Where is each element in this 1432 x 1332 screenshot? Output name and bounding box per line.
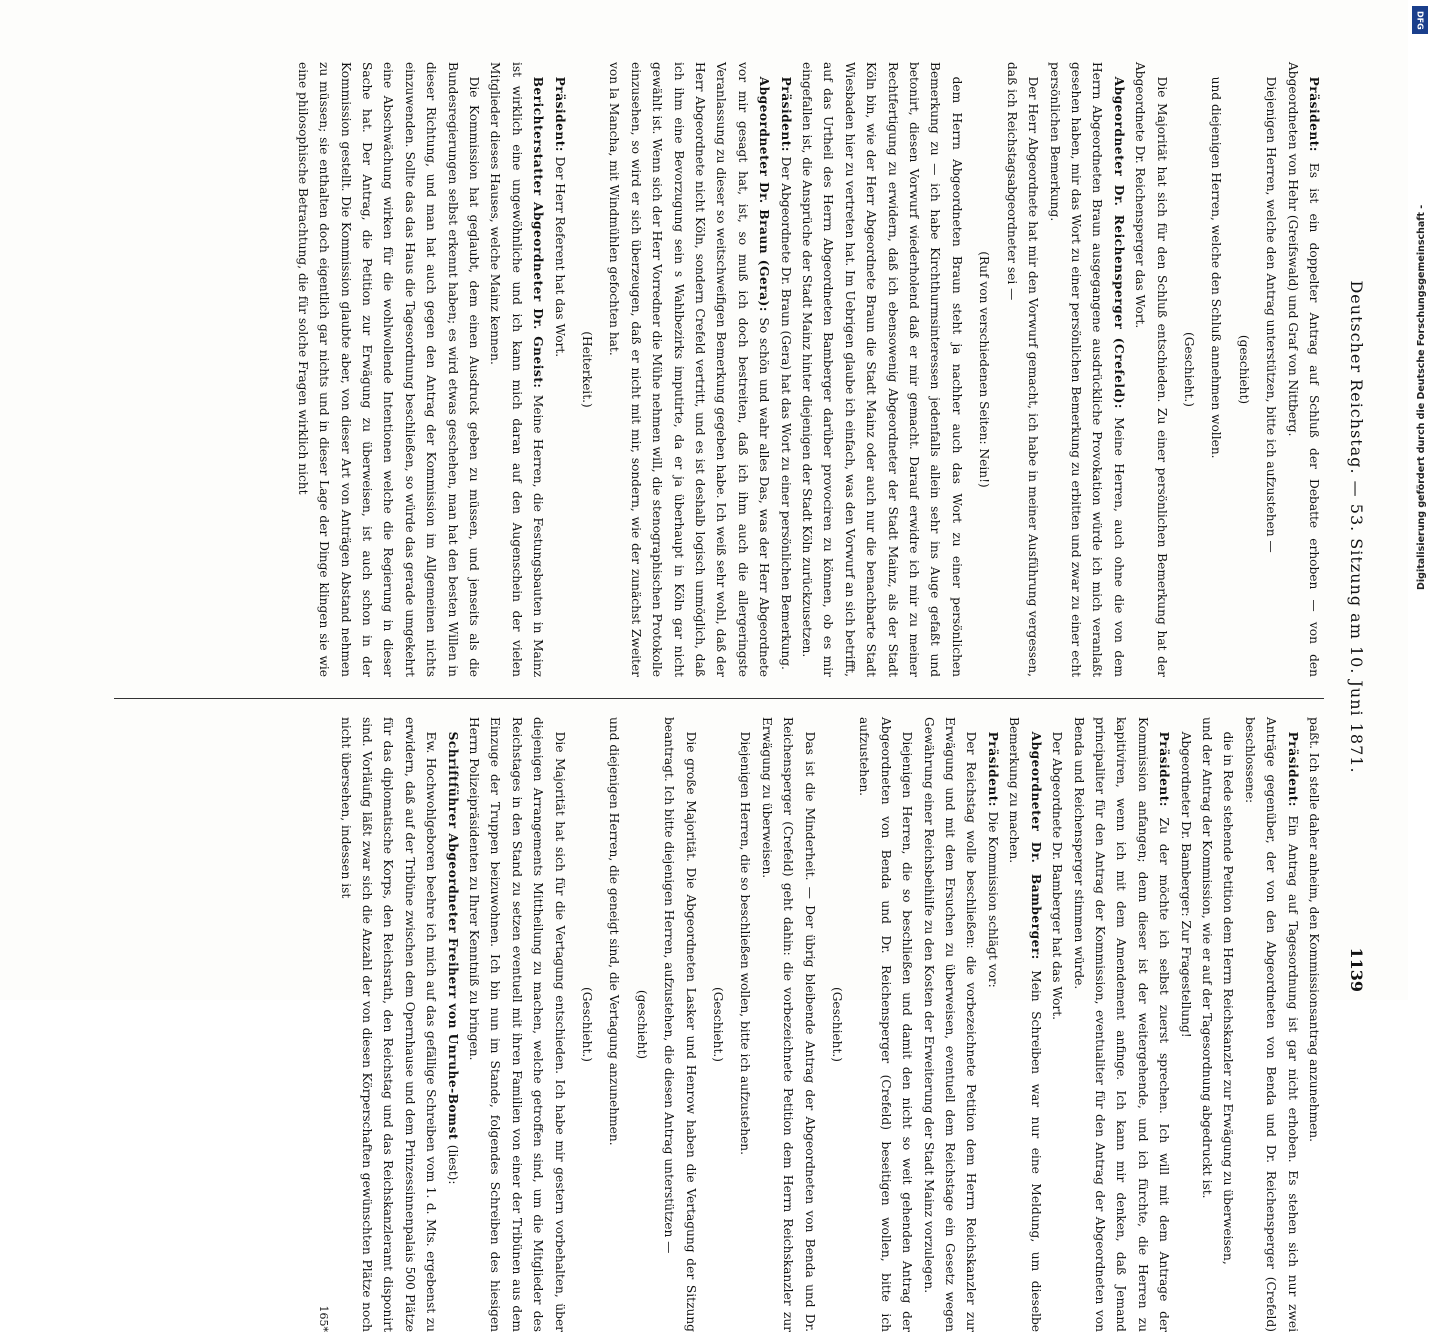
paragraph: [755, 717, 819, 1332]
paragraph-text: Diejenigen Herren, die so beschließen wollen, bitte ich aufzustehen.: [738, 731, 753, 1156]
speaker-name: Präsident:: [1285, 731, 1300, 816]
paragraph-text: Die Majorität hat sich für die Vertagung entschieden. Ich habe mir gestern vorbehalten, über diejenigen Arrangements Mittheilung zu machen, welche getroffen sind, um die Mitglieder des Reichstages in den Stand zu setzen eventuell mit ihren Familien von einer der Tribünen aus dem Einzuge der Truppen beizuwohnen. Ich bin nun im Stande, folgendes Schreiben des hiesigen Herrn Polizeipräsidenten zu Ihrer Kenntniß zu bringen.: [466, 717, 567, 1332]
stage-direction: (geschieht): [1236, 334, 1251, 405]
paragraph-text: Der Reichstag wolle beschließen: die vorbezeichnete Petition dem Herrn Reichskanzler zur Erwägung und mit dem Ersuchen zu überweisen, eventuell dem Reichstage ein Gesetz wegen Gewährung einer Reichsbeihilfe zu den Kosten der Erweiterung der Stadt Mainz vorzulegen.: [921, 717, 979, 1332]
paragraph-text: Der Abgeordnete Dr. Braun (Gera) hat das Wort zu einer persönlichen Bemerkung.: [778, 156, 793, 670]
right-column: [94, 717, 1324, 1332]
paragraph: [774, 62, 795, 677]
speaker-name: Abgeordneter Dr. Braun (Gera):: [757, 76, 772, 318]
speaker-name: Präsident:: [985, 731, 1000, 812]
paragraph: [441, 717, 462, 1332]
paragraph-text: Abgeordneter Dr. Bamberger: Zur Fragestellung!: [1178, 731, 1193, 1038]
paragraph-text: und der Antrag der Kommission, wie er auf der Tagesordnung abgedruckt ist.: [1199, 717, 1214, 1199]
paragraph: [1238, 717, 1302, 1332]
paragraph-text: (liest):: [445, 1144, 460, 1185]
paragraph: [853, 717, 917, 1332]
paragraph-text: So schön und wahr alles Das, was der Herr Abgeordnete vor mir gesagt hat, ist, so muß ich doch bestreiten, daß ich ihm auch die allergeringste Veranlassung zu dieser so weitschweifigen Bemerkung gegeben habe. Ich weiß sehr wohl, daß der Herr Abgeordnete nicht Köln, sondern Crefeld vertritt, und es ist deshalb logisch unmöglich, daß ich ihm eine Bevorzugung sein s Wahlbezirks imputirte, da er ja überhaupt in Köln gar nicht gewählt ist. Wenn sich der Herr Vorredner die Mühe nehmen will, die stenographischen Protokolle einzusehen, so wird er sich überzeugen, daß er nicht mit mir, sondern, wie der zunächst Zweiter von la Mancha, mit Windmühlen gefochten hat.: [607, 62, 772, 678]
paragraph: [1303, 717, 1324, 1332]
paragraph-text: Ein Antrag auf Tagesordnung ist gar nicht erhoben. Es stehen sich nur zwei Anträge gegenüber, der von den Abgeordneten von Benda und Dr. Reichensperger (Crefeld) beschlossene:: [1242, 717, 1300, 1332]
speaker-name: Berichterstatter Abgeordneter Dr. Gneist:: [531, 76, 546, 395]
paragraph-text: Es ist ein doppelter Antrag auf Schluß der Debatte erhoben — von den Abgeordneten von Hehr (Greifswald) und Graf von Nittberg.: [1285, 62, 1321, 677]
paragraph-text: dem Herrn Abgeordneten Braun steht ja nachher auch das Wort zu einer persönlichen Bemerkung zu — ich habe Kirchthurmsinteressen jedenfalls allein sehr ins Auge gefaßt und betonirt, diesen Vorwurf wiederholend daß er mir gemacht. Darauf erwidre ich mir zu meiner Rechtfertigung zu erwidern, daß ich ebensowenig Abgeordneter der Stadt Mainz, als der Stadt Köln bin, wie der Herr Abgeordnete Braun die Stadt Mainz oder auch nur die benachbarte Stadt Wiesbaden hier zu vertreten hat. Im Uebrigen glaube ich einfach, was den Vorwurf an sich betrifft, auf das Urtheil des Herrn Abgeordneten Bamberger darüber provociren zu können, ob es mir eingefallen ist, die Ansprüche der Stadt Mainz hinter diejenigen der Stadt Köln zurückzusetzen.: [800, 62, 964, 677]
stage-direction: (Geschieht.): [711, 986, 726, 1063]
paragraph: [1043, 62, 1129, 677]
paragraph-text: Mein Schreiben war nur eine Meldung, um dieselbe Bemerkung zu machen.: [1007, 717, 1043, 1332]
paragraph-text: Die Majorität hat sich für den Schluß entschieden. Zu einer persönlichen Bemerkung hat der Abgeordnete Dr. Reichensperger das Wort.: [1133, 62, 1169, 677]
page-number: 1139: [1347, 947, 1366, 992]
dfg-logo: DFG: [1412, 6, 1428, 34]
stage-direction: (geschieht): [634, 989, 649, 1060]
paragraph: [291, 62, 484, 677]
paragraph: [484, 62, 548, 677]
paragraph: [658, 717, 701, 1332]
paragraph: [982, 717, 1003, 1332]
paragraph: [1205, 62, 1226, 677]
paragraph: [1174, 717, 1195, 1332]
stage-direction: (Ruf von verschiedenen Seiten: Nein!): [977, 251, 992, 488]
paragraph: [1129, 62, 1172, 677]
paragraph-text: und diejenigen Herren, welche den Schluß annehmen wollen.: [1209, 76, 1224, 459]
paragraph-text: Das ist die Minderheit. — Der übrig bleibende Antrag der Abgeordneten von Benda und Dr. Reichensperger (Crefeld) geht dahin: die vorbezeichnete Petition dem Herrn Reichskanzler zur Erwägung zu überweisen.: [759, 717, 817, 1332]
left-column: [94, 62, 1324, 677]
stage-direction: (Heiterkeit.): [580, 331, 594, 408]
speaker-name: Abgeordneter Dr. Reichensperger (Crefeld):: [1111, 76, 1126, 418]
paragraph: [1217, 717, 1238, 1332]
paragraph: [734, 717, 755, 1332]
speaker-name: Präsident:: [552, 76, 567, 157]
speaker-name: Schriftführer Abgeordneter Freiherr von Unruhe-Bomst: [445, 731, 460, 1145]
paragraph-text: Die Kommission schlägt vor:: [985, 811, 1000, 988]
paragraph: [1003, 717, 1046, 1332]
speaker-name: Abgeordneter Dr. Bamberger:: [1028, 731, 1043, 971]
paragraph: [1000, 62, 1043, 677]
running-header: [1336, 62, 1376, 992]
speaker-name: Präsident:: [1157, 731, 1172, 818]
paragraph: [548, 62, 569, 677]
paragraph-text: Meine Herren, auch ohne die von dem Herrn Abgeordneten Braun ausgegangene ausdrückliche Provokation würde ich mich veranlaßt gesehen haben, mir das Wort zu einer persönlichen Bemerkung zu erbitten und zwar zu einer echt persönlichen Bemerkung.: [1047, 62, 1126, 677]
paragraph-text: Der Herr Referent hat das Wort.: [552, 156, 567, 358]
paragraph-text: paßt. Ich stelle daher anheim, den Kommissionsantrag anzunehmen.: [1307, 717, 1321, 1142]
paragraph: [603, 717, 624, 1332]
paragraph: [1260, 62, 1281, 677]
paragraph: [603, 62, 774, 677]
stage-direction: (Geschieht.): [580, 986, 594, 1063]
digitization-credit: Digitalisierung gefördert durch die Deutsche Forschungsgemeinschaft -: [1416, 204, 1427, 590]
paragraph-text: Die Kommission hat geglaubt, dem einen Ausdruck geben zu müssen, und jenseits als die Bundesregierungen selbst erkennt haben; es wird etwas geschehen, man hat den besten Willen in dieser Richtung, und man hat auch gegen den Antrag der Kommission im Allgemeinen nichts einzuwenden. Sollte das das Haus die Tagesordnung beschließen, so würde das gerade umgekehrt eine Abschwächung wirken für die wohlwollende Intentionen welche die Regierung in dieser Sache hat. Der Antrag, die Petition zur Erwägung zu überweisen, ist auch schon in der Kommission gestellt. Die Kommission glaubte aber, von dieser Art von Anträgen Abstand nehmen zu müssen; sie enthalten doch eigentlich gar nichts und in dieser Lage der Dinge klingen sie wie eine philosophische Betrachtung, die für solche Fragen wirklich nicht: [295, 62, 481, 677]
paragraph: [1067, 717, 1174, 1332]
paragraph: [1046, 717, 1067, 1332]
paragraph-text: Der Herr Abgeordnete hat mir den Vorwurf gemacht, ich habe in meiner Ausführung vergessen, daß ich Reichstagsabgeordneter sei —: [1004, 62, 1041, 677]
paragraph: [1196, 717, 1217, 1332]
rotated-text-page: [86, 62, 1376, 1332]
sheet-signature: 165*: [317, 1305, 331, 1332]
paragraph-text: Ew. Hochwohlgeboren beehre ich mich auf das gefällige Schreiben vom 1. d. Mts. ergebenst zu erwidern, daß auf der Tribüne zwischen dem Opernhause und dem Prinzessinnenpalais 500 Plätze für das diplomatische Korps, den Reichsrath, den Reichstag und das Reichskanzleramt disponirt sind. Vorläufig läßt zwar sich die Anzahl der von diesen Körperschaften gewünschten Plätze noch nicht übersehen, indessen ist: [338, 717, 439, 1332]
paragraph-text: und diejenigen Herren, die geneigt sind, die Vertagung anzunehmen.: [607, 717, 622, 1146]
paragraph: [334, 717, 441, 1332]
paragraph-text: Diejenigen Herren, welche den Antrag unterstützen, bitte ich aufzustehen —: [1264, 76, 1279, 553]
speaker-name: Präsident:: [1307, 76, 1321, 163]
paragraph: [463, 717, 570, 1332]
paragraph: [1281, 62, 1324, 677]
paragraph-text: Meine Herren, die Festungsbauten in Mainz ist wirklich eine ungewöhnliche und ich kann mich daran auf den Augenschein der vielen Mitglieder dieses Hauses, welche Mainz kennen.: [488, 62, 546, 677]
paragraph-text: Zu der möchte ich selbst zuerst sprechen. Ich will mit dem Antrage der Kommission anfangen; denn dieser ist der weitergehende, und ich fürchte, die Herren zu kapitiviren, wenn ich mit dem Amendement anfinge. Ich kann mir denken, daß Jemand principaliter für den Antrag der Kommission, eventualiter für den Antrag der Abgeordneten von Benda und Reichensperger stimmen würde.: [1071, 717, 1172, 1332]
paragraph-text: Die große Majorität. Die Abgeordneten Lasker und Henrow haben die Vertagung der Sitzung beantragt. Ich bitte diejenigen Herren, aufzustehen, die diesen Antrag unterstützen —: [662, 717, 698, 1332]
paragraph-text: Der Abgeordnete Dr. Bamberger hat das Wort.: [1050, 731, 1065, 1020]
speaker-name: Präsident:: [778, 76, 793, 157]
stage-direction: (Geschieht.): [1181, 331, 1196, 408]
paragraph: [796, 62, 967, 677]
header-title: Deutscher Reichstag. — 53. Sitzung am 10. Juni 1871.: [1347, 280, 1366, 774]
column-divider: [114, 698, 1324, 699]
paragraph: [917, 717, 981, 1332]
paragraph-text: Diejenigen Herren, die so beschließen und damit den nicht so weit gehenden Antrag der Abgeordneten von Benda und Dr. Reichensperger (Crefeld) beseitigen wollen, bitte ich aufzustehen.: [857, 717, 915, 1332]
stage-direction: (Geschieht.): [830, 986, 845, 1063]
paragraph-text: die in Rede stehende Petition dem Herrn Reichskanzler zur Erwägung zu überweisen,: [1221, 731, 1236, 1265]
